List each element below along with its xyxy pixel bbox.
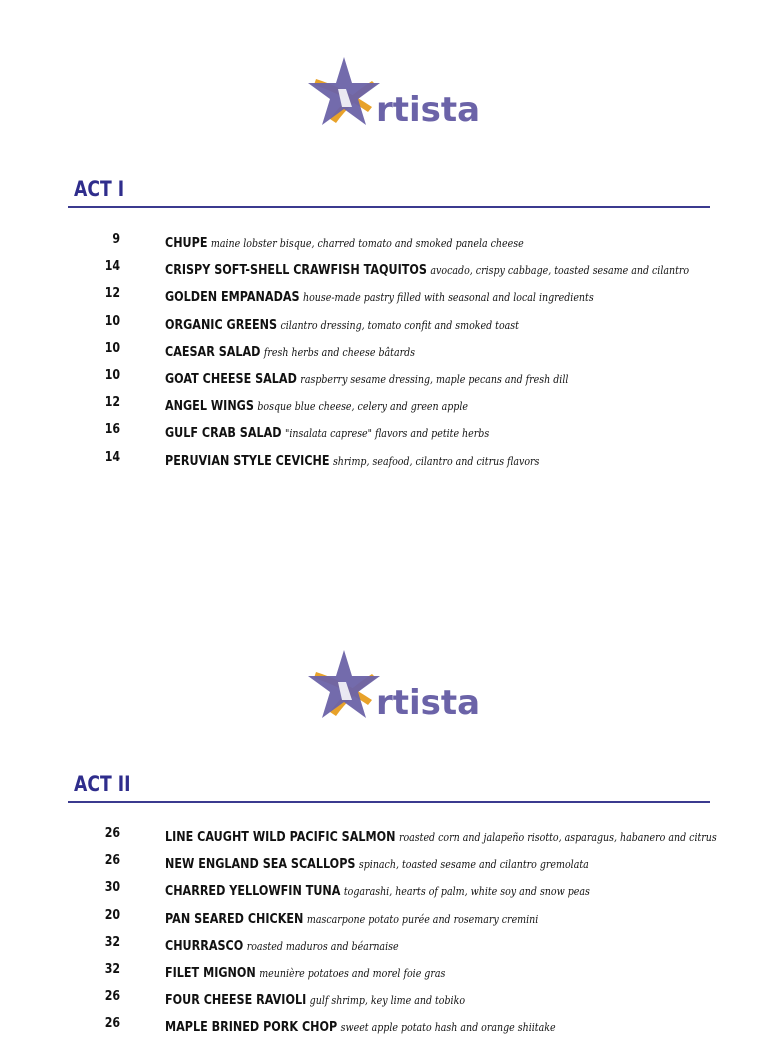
item-name: GOAT CHEESE SALAD <box>165 371 297 387</box>
item-description: mascarpone potato purée and rosemary cremini <box>306 912 539 926</box>
item-name: CAESAR SALAD <box>165 344 261 360</box>
item-description: "insalata caprese" flavors and petite herbs <box>284 427 490 441</box>
item-name: CHURRASCO <box>165 938 244 954</box>
item-name: CHUPE <box>165 236 208 251</box>
item-name: GULF CRAB SALAD <box>165 426 282 442</box>
item-price: 14 <box>104 449 120 465</box>
menu-list-act-1 <box>0 232 768 477</box>
item-description: fresh herbs and cheese bâtards <box>263 345 416 359</box>
item-name: GOLDEN EMPANADAS <box>165 290 300 306</box>
menu-item <box>0 450 768 477</box>
menu-item <box>0 259 768 286</box>
item-name: MAPLE BRINED PORK CHOP <box>165 1020 338 1036</box>
artista-logo <box>302 642 481 724</box>
item-description: cilantro dressing, tomato confit and smoked toast <box>280 318 519 332</box>
menu-item <box>0 853 768 880</box>
item-price: 14 <box>104 259 120 275</box>
item-price: 30 <box>104 880 120 896</box>
menu-item <box>0 286 768 313</box>
item-description: spinach, toasted sesame and cilantro gremolata <box>358 858 589 872</box>
item-description: shrimp, seafood, cilantro and citrus flavors <box>332 454 540 468</box>
item-price: 12 <box>104 286 120 302</box>
item-price: 32 <box>104 934 120 950</box>
item-name: CHARRED YELLOWFIN TUNA <box>165 884 341 900</box>
item-name: CRISPY SOFT-SHELL CRAWFISH TAQUITOS <box>165 263 427 279</box>
menu-item <box>0 826 768 853</box>
item-description: house-made pastry filled with seasonal and local ingredients <box>302 291 594 305</box>
item-description: roasted corn and jalapeño risotto, asparagus, habanero and citrus <box>398 831 717 844</box>
section-divider <box>68 801 710 803</box>
artista-logo-graphic <box>302 642 481 724</box>
menu-list-act-2 <box>0 826 768 1044</box>
item-description: gulf shrimp, key lime and tobiko <box>309 994 466 1008</box>
item-price: 9 <box>112 232 120 247</box>
item-price: 10 <box>104 340 120 356</box>
item-name: PAN SEARED CHICKEN <box>165 911 304 927</box>
menu-item <box>0 314 768 341</box>
item-description: sweet apple potato hash and orange shiitake <box>340 1021 556 1035</box>
artista-wordmark: rtista <box>376 90 481 130</box>
item-price: 10 <box>104 313 120 329</box>
section-title-act-1: ACT I <box>74 177 125 201</box>
item-price: 26 <box>104 989 120 1005</box>
item-price: 32 <box>104 961 120 977</box>
menu-item <box>0 962 768 989</box>
item-name: NEW ENGLAND SEA SCALLOPS <box>165 857 356 873</box>
menu-item <box>0 422 768 449</box>
menu-item <box>0 989 768 1016</box>
menu-item <box>0 368 768 395</box>
item-price: 26 <box>104 1016 120 1032</box>
item-description: maine lobster bisque, charred tomato and smoked panela cheese <box>210 237 524 250</box>
menu-item <box>0 395 768 422</box>
item-description: roasted maduros and béarnaise <box>246 939 399 953</box>
item-price: 20 <box>104 907 120 923</box>
item-name: LINE CAUGHT WILD PACIFIC SALMON <box>165 830 396 845</box>
item-description: avocado, crispy cabbage, toasted sesame and cilantro <box>430 264 690 278</box>
menu-item <box>0 908 768 935</box>
item-description: meunière potatoes and morel foie gras <box>259 966 446 980</box>
menu-item <box>0 935 768 962</box>
item-price: 26 <box>104 853 120 869</box>
item-price: 26 <box>104 826 120 841</box>
item-name: FILET MIGNON <box>165 965 256 981</box>
item-description: raspberry sesame dressing, maple pecans and fresh dill <box>300 372 569 386</box>
item-name: FOUR CHEESE RAVIOLI <box>165 993 307 1009</box>
item-price: 12 <box>104 395 120 411</box>
item-name: ORGANIC GREENS <box>165 317 278 333</box>
item-name: ANGEL WINGS <box>165 399 254 415</box>
item-price: 16 <box>104 422 120 438</box>
artista-wordmark: rtista <box>376 683 481 723</box>
menu-item <box>0 880 768 907</box>
item-description: bosque blue cheese, celery and green apple <box>257 400 468 414</box>
menu-item <box>0 232 768 259</box>
menu-item <box>0 341 768 368</box>
item-description: togarashi, hearts of palm, white soy and snow peas <box>343 885 590 899</box>
item-price: 10 <box>104 367 120 383</box>
section-title-act-2: ACT II <box>74 772 131 796</box>
artista-logo <box>302 49 481 131</box>
item-name: PERUVIAN STYLE CEVICHE <box>165 453 330 469</box>
section-divider <box>68 206 710 208</box>
menu-item <box>0 1016 768 1043</box>
artista-logo-graphic <box>302 49 481 131</box>
